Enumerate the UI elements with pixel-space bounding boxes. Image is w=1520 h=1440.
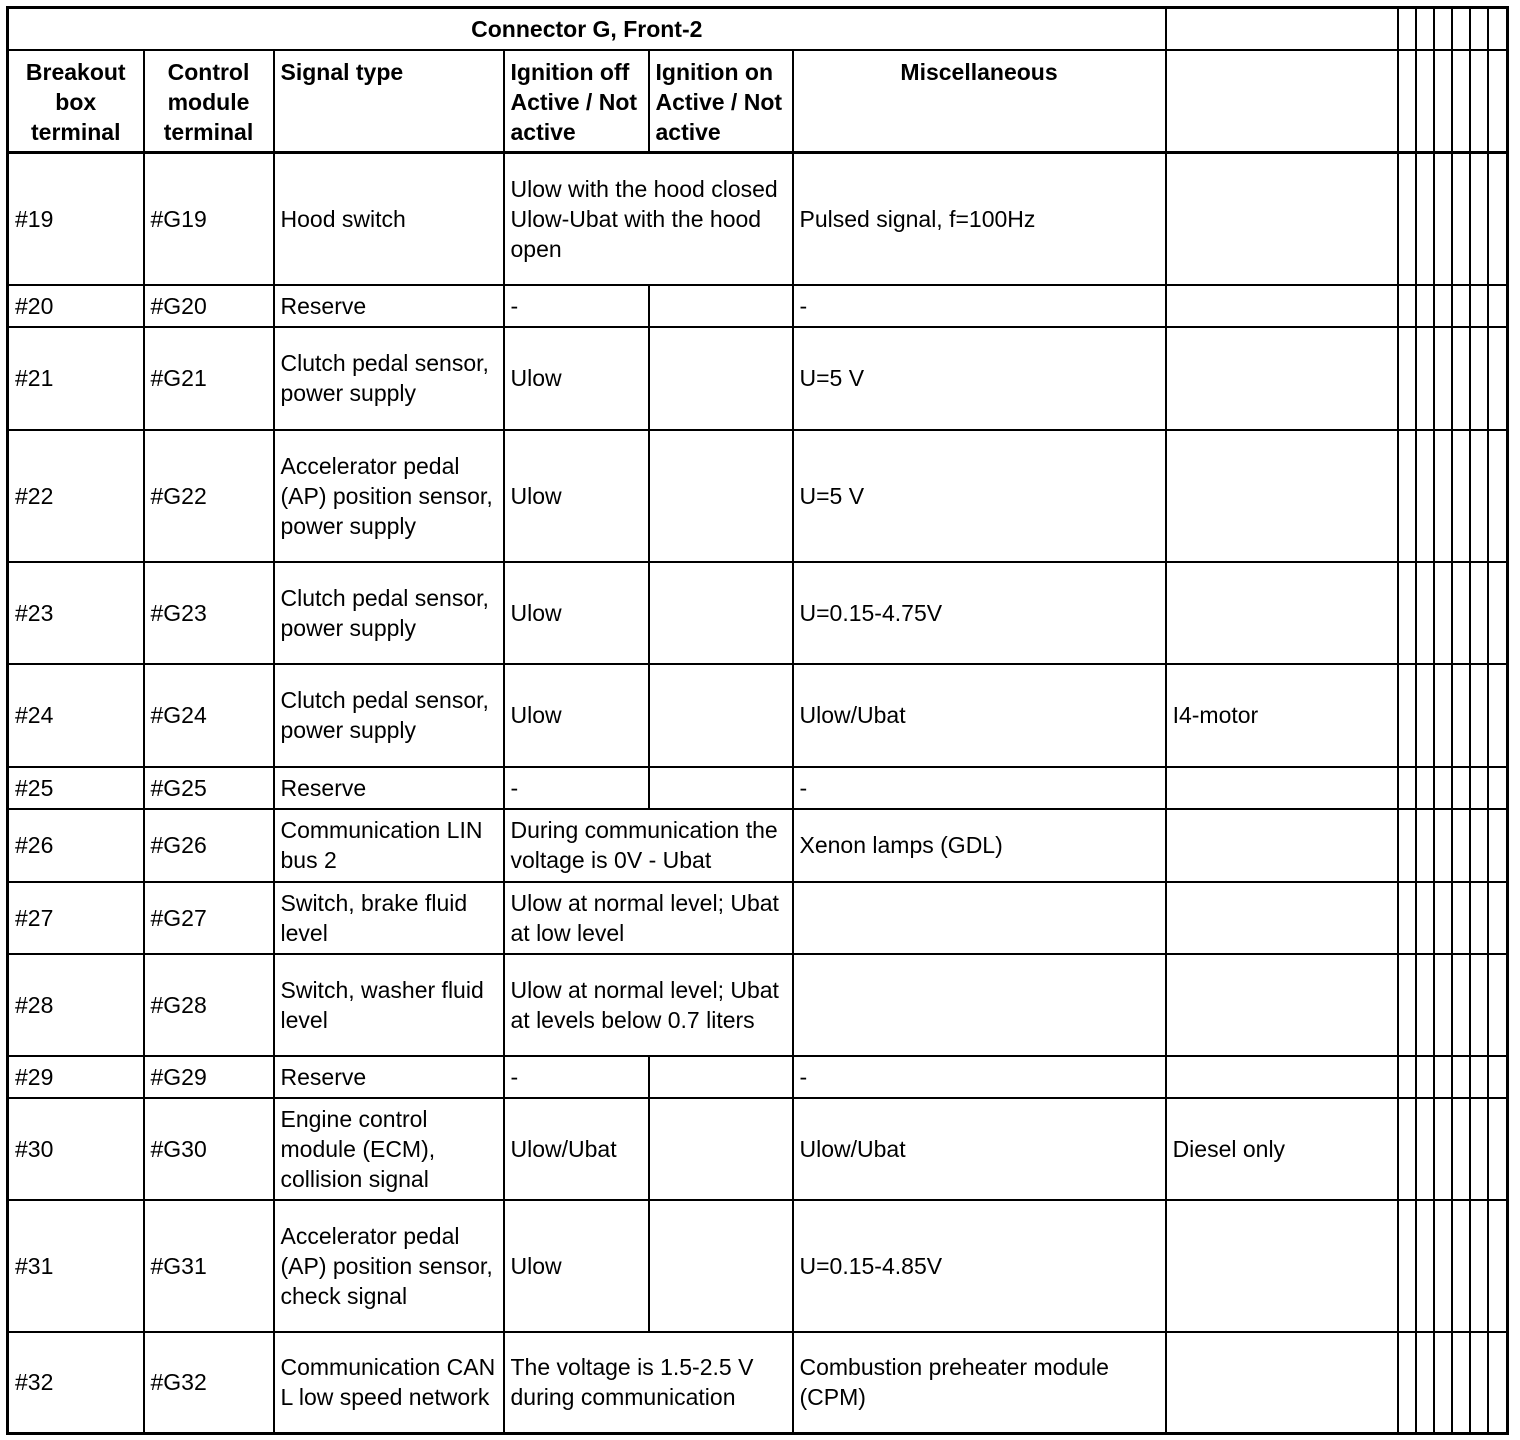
control-terminal-cell: #G31 [144,1200,274,1332]
margin-cell [1416,767,1434,809]
signal-type-cell: Hood switch [274,153,504,285]
ignition-off-cell: Ulow [504,1200,649,1332]
breakout-terminal-cell: #26 [8,809,144,882]
margin-cell [1398,1056,1416,1098]
miscellaneous-cell: Pulsed signal, f=100Hz [793,153,1166,285]
margin-cell [1398,1098,1416,1200]
table-row [8,153,1508,285]
margin-cell [1416,50,1434,153]
ignition-on-cell [649,430,793,562]
breakout-terminal-cell: #20 [8,285,144,327]
margin-cell [1452,664,1470,767]
ignition-on-cell [649,562,793,664]
miscellaneous-cell: - [793,767,1166,809]
signal-type-cell: Switch, washer fluid level [274,954,504,1056]
margin-cell [1434,954,1452,1056]
ignition-off-cell: Ulow/Ubat [504,1098,649,1200]
extra-cell [1166,285,1398,327]
margin-cell [1416,1098,1434,1200]
margin-cell [1434,1200,1452,1332]
margin-cell [1488,767,1508,809]
table-row [8,954,1508,1056]
table-row [8,767,1508,809]
breakout-terminal-cell: #28 [8,954,144,1056]
margin-cell [1398,664,1416,767]
margin-cell [1416,153,1434,285]
margin-cell [1488,1200,1508,1332]
ignition-on-cell [649,1098,793,1200]
margin-cell [1488,562,1508,664]
table-row [8,327,1508,430]
margin-cell [1434,664,1452,767]
ignition-off-cell: Ulow [504,562,649,664]
table-row [8,1098,1508,1200]
margin-cell [1416,430,1434,562]
margin-cell [1488,285,1508,327]
header-signal-type: Signal type [274,50,504,153]
extra-cell [1166,1332,1398,1434]
margin-cell [1416,562,1434,664]
control-terminal-cell: #G28 [144,954,274,1056]
margin-cell [1398,562,1416,664]
extra-header-cell [1166,8,1398,50]
control-terminal-cell: #G24 [144,664,274,767]
breakout-terminal-cell: #31 [8,1200,144,1332]
table-row [8,1056,1508,1098]
margin-cell [1434,1056,1452,1098]
control-terminal-cell: #G27 [144,882,274,954]
control-terminal-cell: #G30 [144,1098,274,1200]
control-terminal-cell: #G19 [144,153,274,285]
signal-type-cell: Clutch pedal sensor, power supply [274,664,504,767]
signal-type-cell: Reserve [274,1056,504,1098]
margin-cell [1416,327,1434,430]
ignition-cell: Ulow at normal level; Ubat at low level [504,882,793,954]
margin-cell [1452,285,1470,327]
table-row [8,285,1508,327]
control-terminal-cell: #G21 [144,327,274,430]
breakout-terminal-cell: #30 [8,1098,144,1200]
margin-cell [1398,1200,1416,1332]
ignition-off-cell: - [504,1056,649,1098]
margin-cell [1398,8,1416,50]
margin-cell [1398,954,1416,1056]
control-terminal-cell: #G29 [144,1056,274,1098]
ignition-off-cell: Ulow [504,327,649,430]
margin-cell [1416,1056,1434,1098]
margin-cell [1470,50,1488,153]
margin-cell [1416,8,1434,50]
signal-type-cell: Clutch pedal sensor, power supply [274,327,504,430]
miscellaneous-cell: U=5 V [793,430,1166,562]
ignition-off-cell: - [504,767,649,809]
margin-cell [1416,285,1434,327]
margin-cell [1488,153,1508,285]
breakout-terminal-cell: #22 [8,430,144,562]
margin-cell [1434,882,1452,954]
margin-cell [1452,1332,1470,1434]
control-terminal-cell: #G23 [144,562,274,664]
margin-cell [1452,327,1470,430]
ignition-cell: The voltage is 1.5-2.5 V during communication [504,1332,793,1434]
signal-type-cell: Communication CAN L low speed network [274,1332,504,1434]
margin-cell [1452,1098,1470,1200]
control-terminal-cell: #G25 [144,767,274,809]
ignition-cell: Ulow with the hood closed Ulow-Ubat with the hood open [504,153,793,285]
margin-cell [1452,767,1470,809]
table-row [8,1200,1508,1332]
breakout-terminal-cell: #25 [8,767,144,809]
extra-cell [1166,1056,1398,1098]
extra-cell [1166,327,1398,430]
ignition-on-cell [649,285,793,327]
margin-cell [1488,954,1508,1056]
miscellaneous-cell: U=0.15-4.75V [793,562,1166,664]
signal-type-cell: Communication LIN bus 2 [274,809,504,882]
ignition-on-cell [649,767,793,809]
margin-cell [1470,954,1488,1056]
margin-cell [1488,882,1508,954]
extra-cell [1166,1200,1398,1332]
miscellaneous-cell: U=5 V [793,327,1166,430]
margin-cell [1434,430,1452,562]
signal-type-cell: Reserve [274,285,504,327]
margin-cell [1398,430,1416,562]
ignition-off-cell: Ulow [504,664,649,767]
signal-type-cell: Clutch pedal sensor, power supply [274,562,504,664]
margin-cell [1488,1098,1508,1200]
margin-cell [1452,50,1470,153]
margin-cell [1434,8,1452,50]
margin-cell [1470,153,1488,285]
signal-type-cell: Switch, brake fluid level [274,882,504,954]
header-control-module-terminal: Control module terminal [144,50,274,153]
margin-cell [1470,1200,1488,1332]
margin-cell [1488,1056,1508,1098]
signal-type-cell: Reserve [274,767,504,809]
miscellaneous-cell [793,954,1166,1056]
margin-cell [1470,562,1488,664]
control-terminal-cell: #G26 [144,809,274,882]
ignition-cell: During communication the voltage is 0V - Ubat [504,809,793,882]
margin-cell [1470,430,1488,562]
extra-cell: I4-motor [1166,664,1398,767]
miscellaneous-cell [793,882,1166,954]
table-row [8,882,1508,954]
breakout-terminal-cell: #21 [8,327,144,430]
table-row [8,430,1508,562]
ignition-off-cell: Ulow [504,430,649,562]
miscellaneous-cell: Ulow/Ubat [793,664,1166,767]
margin-cell [1452,430,1470,562]
extra-cell [1166,954,1398,1056]
breakout-terminal-cell: #23 [8,562,144,664]
margin-cell [1398,327,1416,430]
header-breakout-terminal: Breakout box terminal [8,50,144,153]
extra-cell [1166,562,1398,664]
signal-type-cell: Accelerator pedal (AP) position sensor, check signal [274,1200,504,1332]
margin-cell [1398,153,1416,285]
margin-cell [1398,1332,1416,1434]
margin-cell [1434,285,1452,327]
connector-table [6,6,1509,1435]
margin-cell [1470,1098,1488,1200]
margin-cell [1470,767,1488,809]
breakout-terminal-cell: #27 [8,882,144,954]
margin-cell [1470,1056,1488,1098]
margin-cell [1470,882,1488,954]
margin-cell [1434,767,1452,809]
ignition-on-cell [649,1200,793,1332]
margin-cell [1434,327,1452,430]
margin-cell [1398,285,1416,327]
header-extra [1166,50,1398,153]
margin-cell [1398,767,1416,809]
margin-cell [1470,285,1488,327]
extra-cell: Diesel only [1166,1098,1398,1200]
header-ignition-off: Ignition off Active / Not active [504,50,649,153]
breakout-terminal-cell: #24 [8,664,144,767]
margin-cell [1470,8,1488,50]
margin-cell [1452,153,1470,285]
header-miscellaneous: Miscellaneous [793,50,1166,153]
margin-cell [1470,809,1488,882]
margin-cell [1488,664,1508,767]
margin-cell [1488,8,1508,50]
margin-cell [1488,1332,1508,1434]
margin-cell [1434,809,1452,882]
margin-cell [1452,954,1470,1056]
ignition-cell: Ulow at normal level; Ubat at levels below 0.7 liters [504,954,793,1056]
margin-cell [1452,1056,1470,1098]
table-row [8,1332,1508,1434]
margin-cell [1416,882,1434,954]
miscellaneous-cell: - [793,285,1166,327]
margin-cell [1434,1332,1452,1434]
margin-cell [1452,562,1470,664]
extra-cell [1166,153,1398,285]
margin-cell [1452,882,1470,954]
margin-cell [1398,882,1416,954]
margin-cell [1488,327,1508,430]
margin-cell [1416,1200,1434,1332]
breakout-terminal-cell: #32 [8,1332,144,1434]
table-title: Connector G, Front-2 [8,8,1166,50]
margin-cell [1470,327,1488,430]
extra-cell [1166,882,1398,954]
margin-cell [1434,50,1452,153]
miscellaneous-cell: Xenon lamps (GDL) [793,809,1166,882]
signal-type-cell: Accelerator pedal (AP) position sensor, power supply [274,430,504,562]
signal-type-cell: Engine control module (ECM), collision signal [274,1098,504,1200]
extra-cell [1166,767,1398,809]
breakout-terminal-cell: #29 [8,1056,144,1098]
margin-cell [1470,1332,1488,1434]
margin-cell [1470,664,1488,767]
margin-cell [1488,809,1508,882]
table-row [8,664,1508,767]
margin-cell [1434,562,1452,664]
miscellaneous-cell: Combustion preheater module (CPM) [793,1332,1166,1434]
control-terminal-cell: #G32 [144,1332,274,1434]
ignition-on-cell [649,1056,793,1098]
margin-cell [1434,153,1452,285]
margin-cell [1416,809,1434,882]
margin-cell [1416,664,1434,767]
miscellaneous-cell: - [793,1056,1166,1098]
margin-cell [1452,1200,1470,1332]
margin-cell [1452,809,1470,882]
extra-cell [1166,809,1398,882]
margin-cell [1488,430,1508,562]
table-row [8,562,1508,664]
margin-cell [1452,8,1470,50]
ignition-off-cell: - [504,285,649,327]
miscellaneous-cell: U=0.15-4.85V [793,1200,1166,1332]
ignition-on-cell [649,327,793,430]
breakout-terminal-cell: #19 [8,153,144,285]
margin-cell [1416,1332,1434,1434]
margin-cell [1416,954,1434,1056]
miscellaneous-cell: Ulow/Ubat [793,1098,1166,1200]
table-row [8,809,1508,882]
control-terminal-cell: #G22 [144,430,274,562]
extra-cell [1166,430,1398,562]
header-ignition-on: Ignition on Active / Not active [649,50,793,153]
control-terminal-cell: #G20 [144,285,274,327]
margin-cell [1434,1098,1452,1200]
margin-cell [1398,809,1416,882]
margin-cell [1488,50,1508,153]
ignition-on-cell [649,664,793,767]
margin-cell [1398,50,1416,153]
